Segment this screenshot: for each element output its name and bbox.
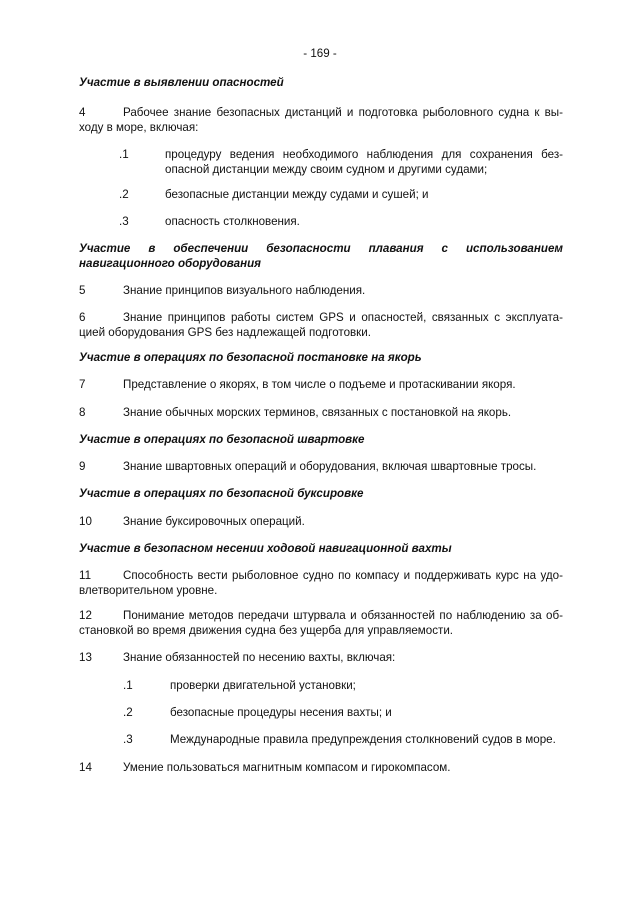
item-10-text: Знание буксировочных операций. bbox=[123, 515, 305, 528]
item-11 bbox=[79, 568, 563, 598]
item-number: 13 bbox=[79, 651, 92, 664]
item-12-line1 bbox=[79, 608, 563, 623]
item-14-text: Умение пользоваться магнитным компасом и гирокомпасом. bbox=[123, 761, 451, 774]
section-heading-mooring: Участие в операциях по безопасной швартовке bbox=[79, 433, 365, 446]
subitem-text: безопасные процедуры несения вахты; и bbox=[170, 706, 392, 719]
item-number: 7 bbox=[79, 378, 86, 391]
item-number: 10 bbox=[79, 515, 92, 528]
item-4 bbox=[79, 105, 563, 135]
heading-line2: навигационного оборудования bbox=[79, 257, 261, 270]
section-heading-navigation bbox=[79, 241, 563, 271]
item-6-line2: цией оборудования GPS без надлежащей подготовки. bbox=[79, 326, 371, 339]
subitem-line2: опасной дистанции между своим судном и другими судами; bbox=[165, 163, 488, 176]
item-12-line2: становкой во время движения судна без ущерба для управляемости. bbox=[79, 624, 454, 637]
item-4-line2: ходу в море, включая: bbox=[79, 121, 199, 134]
item-11-text-1: Способность вести рыболовное судно по компасу и поддерживать курс на удо- bbox=[123, 569, 563, 582]
subitem-number: .2 bbox=[119, 188, 129, 201]
subitem-number: .1 bbox=[119, 148, 129, 161]
item-number: 11 bbox=[79, 569, 92, 582]
item-12-text-1: Понимание методов передачи штурвала и обязанностей по наблюдению за об- bbox=[123, 609, 563, 622]
item-number: 4 bbox=[79, 106, 86, 119]
subitem-text: безопасные дистанции между судами и сушей; и bbox=[165, 188, 429, 201]
item-13-text: Знание обязанностей по несению вахты, включая: bbox=[123, 651, 396, 664]
item-4-line1 bbox=[79, 105, 563, 120]
item-9-text: Знание швартовных операций и оборудования, включая швартовные тросы. bbox=[123, 460, 537, 473]
section-heading-towing: Участие в операциях по безопасной буксировке bbox=[79, 487, 364, 500]
item-4-text-1: Рабочее знание безопасных дистанций и подготовка рыболовного судна к вы- bbox=[123, 106, 563, 119]
subitem-number: .3 bbox=[123, 733, 133, 746]
item-11-line2: влетворительном уровне. bbox=[79, 584, 218, 597]
heading-line1: Участие в обеспечении безопасности плавания с использованием bbox=[79, 242, 563, 255]
subitem-number: .1 bbox=[123, 679, 133, 692]
item-7-text: Представление о якорях, в том числе о подъеме и протаскивании якоря. bbox=[123, 378, 516, 391]
subitem-number: .3 bbox=[119, 215, 129, 228]
subitem-text bbox=[165, 147, 563, 177]
item-6 bbox=[79, 310, 563, 340]
subitem-line1: процедуру ведения необходимого наблюдения для сохранения без- bbox=[165, 148, 563, 161]
item-5-text: Знание принципов визуального наблюдения. bbox=[123, 284, 366, 297]
item-11-line1 bbox=[79, 568, 563, 583]
subitem-text: опасность столкновения. bbox=[165, 215, 300, 228]
item-number: 8 bbox=[79, 406, 86, 419]
item-number: 5 bbox=[79, 284, 86, 297]
item-number: 12 bbox=[79, 609, 92, 622]
section-heading-hazards: Участие в выявлении опасностей bbox=[79, 76, 284, 89]
subitem-text: проверки двигательной установки; bbox=[170, 679, 356, 692]
item-number: 9 bbox=[79, 460, 86, 473]
section-heading-anchoring: Участие в операциях по безопасной постановке на якорь bbox=[79, 351, 422, 364]
section-heading-watch: Участие в безопасном несении ходовой навигационной вахты bbox=[79, 542, 452, 555]
item-number: 14 bbox=[79, 761, 92, 774]
subitem-number: .2 bbox=[123, 706, 133, 719]
item-number: 6 bbox=[79, 311, 86, 324]
item-6-line1 bbox=[79, 310, 563, 325]
subitem-text: Международные правила предупреждения столкновений судов в море. bbox=[170, 733, 556, 746]
item-8-text: Знание обычных морских терминов, связанных с постановкой на якорь. bbox=[123, 406, 512, 419]
page-number: - 169 - bbox=[303, 47, 337, 60]
item-12 bbox=[79, 608, 563, 638]
item-6-text-1: Знание принципов работы систем GPS и опасностей, связанных с эксплуата- bbox=[123, 311, 563, 324]
